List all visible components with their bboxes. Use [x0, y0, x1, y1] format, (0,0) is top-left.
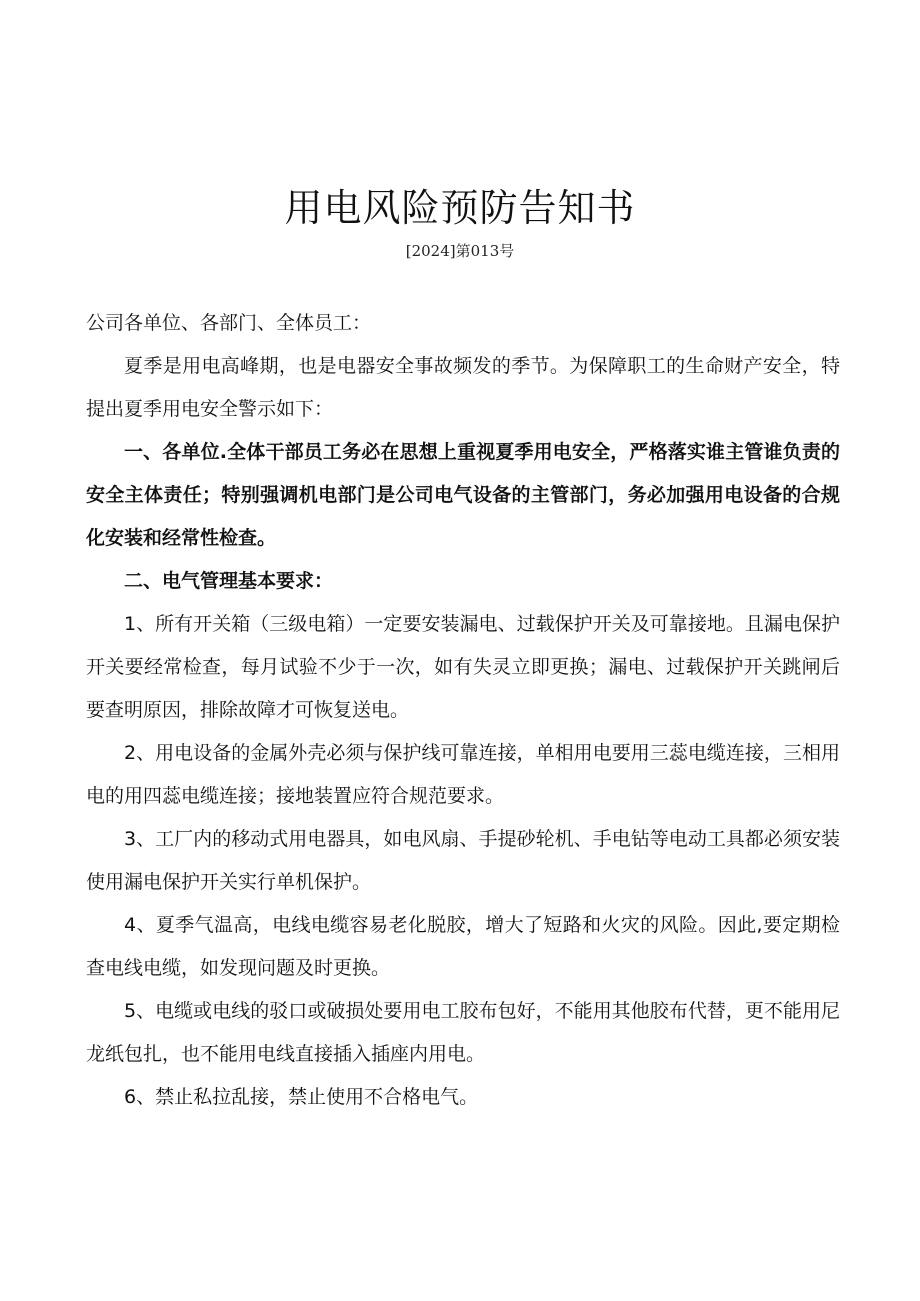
paragraph-section-2-heading: 二、电气管理基本要求：: [124, 570, 334, 592]
paragraph-item-6: 6、禁止私拉乱接，禁止使用不合格电气。: [124, 1086, 479, 1108]
paragraph-item-5: 5、电缆或电线的驳口或破损处要用电工胶布包好，不能用其他胶布代替，更不能用尼龙纸包扎，也不能用电线直接插入插座内用电。: [86, 1000, 840, 1065]
paragraph-item-1: 1、所有开关箱（三级电箱）一定要安装漏电、过载保护开关及可靠接地。且漏电保护开关要经常检查，每月试验不少于一次，如有失灵立即更换；漏电、过载保护开关跳闸后要查明原因，排除故障才可恢复送电。: [86, 613, 840, 721]
paragraph-item-3: 3、工厂内的移动式用电器具，如电风扇、手提砂轮机、手电钻等电动工具都必须安装使用漏电保护开关实行单机保护。: [86, 828, 840, 893]
document-title: 用电风险预防告知书: [284, 186, 636, 230]
paragraph-item-2: 2、用电设备的金属外壳必须与保护线可靠连接，单相用电要用三蕊电缆连接，三相用电的用四蕊电缆连接；接地装置应符合规范要求。: [86, 742, 840, 807]
paragraph-section-1: 一、各单位.全体干部员工务必在思想上重视夏季用电安全，严格落实谁主管谁负责的安全主体责任；特别强调机电部门是公司电气设备的主管部门，务必加强用电设备的合规化安装和经常性检查。: [86, 441, 840, 549]
document-body: [86, 302, 840, 1119]
document-number: [2024]第013号: [405, 242, 515, 260]
salutation: 公司各单位、各部门、全体员工：: [86, 312, 372, 334]
paragraph-intro: 夏季是用电高峰期，也是电器安全事故频发的季节。为保障职工的生命财产安全，特提出夏季用电安全警示如下：: [86, 355, 840, 420]
paragraph-item-4: 4、夏季气温高，电线电缆容易老化脱胶，增大了短路和火灾的风险。因此,要定期检查电线电缆，如发现问题及时更换。: [86, 914, 840, 979]
